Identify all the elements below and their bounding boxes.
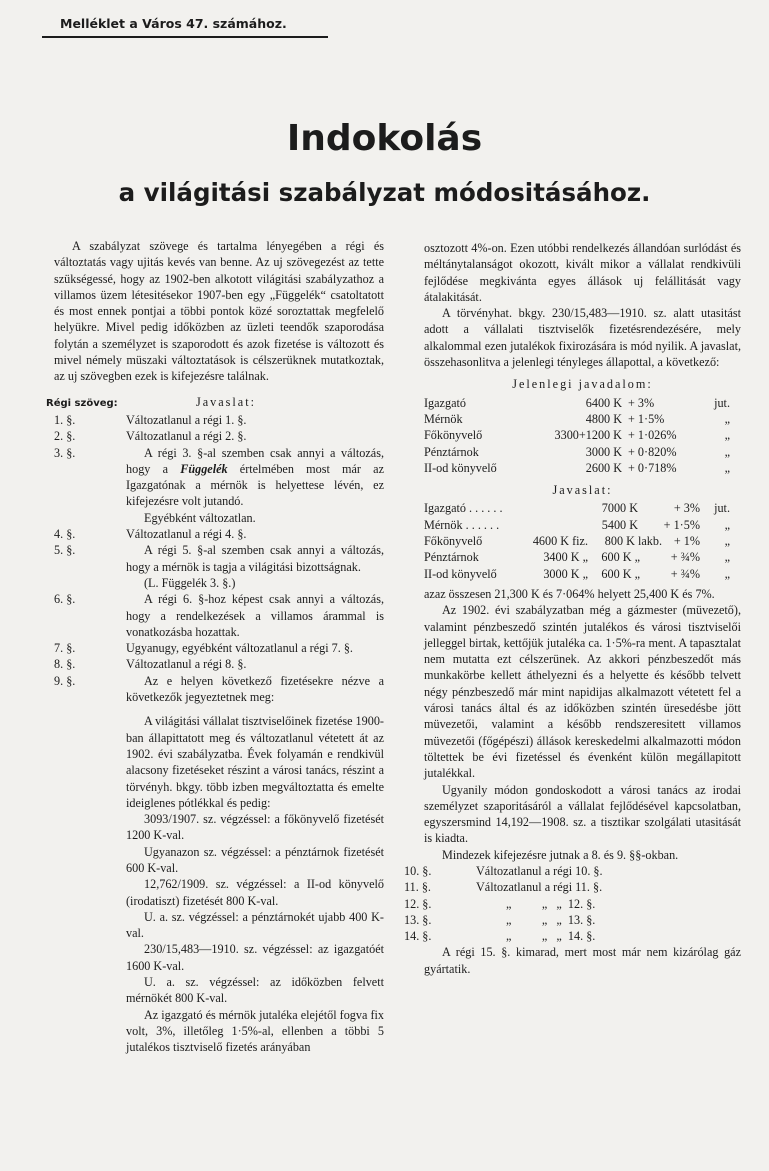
commission-paragraph: Az igazgató és mérnök jutaléka elejétől fogva fix volt, 3%, illetőleg 1·5%-al, ellenben a többi 5 jutalékos tisztviselő fizetés arányában bbox=[126, 1007, 384, 1055]
section-1: 1. §. Változatlanul a régi 1. §. bbox=[54, 412, 247, 427]
table-row: II-od könyvelő 3000 K „ 600 K „ + ¾% „ bbox=[424, 566, 730, 581]
table-row: II-od könyvelő 2600 K + 0·718% „ bbox=[424, 460, 730, 475]
table-row: Főkönyvelő 4600 K fiz. 800 K lakb. + 1% „ bbox=[424, 534, 730, 549]
section-3-extra: Egyébként változatlan. bbox=[144, 510, 256, 525]
salary-history-paragraph: A világitási vállalat tisztviselőinek fizetése 1900-ban állapittatott meg és változatlanul vétetett át az 1902. évi szabályzatba. Évek folyamán e rendkivül alacsony fizetéseket részint a városi tanács, részint a törvényh. bkgy. több izben megváltoztatta és emelte ideiglenes pótlékkal és pedig: bbox=[126, 714, 384, 810]
table-row: Pénztárnok 3400 K „ 600 K „ + ¾% „ bbox=[424, 550, 730, 565]
decree-5: 230/15,483—1910. sz. végzéssel: az igazgatóét 1600 K-val. bbox=[126, 942, 384, 973]
commission-continued: osztozott 4%-on. Ezen utóbbi rendelkezés állandóan surlódást és méltánytalanságot okozott, kivált mikor a vállalat rendkivüli fejlődése megkivánta egyes állások uj felállitását vagy átalakitását. bbox=[424, 241, 741, 304]
section-6-text: A régi 6. §-hoz képest csak annyi a változás, hogy a rendelkezések a villamos árammal is vonatkozásba hozattak. bbox=[126, 592, 384, 639]
proposal-label: Javaslat: bbox=[196, 394, 256, 409]
section-8: 8. §. Változatlanul a régi 8. §. bbox=[54, 657, 247, 672]
current-salary-table bbox=[424, 395, 741, 476]
section-5-text: A régi 5. §-al szemben csak annyi a változás, hogy a mérnök is tagja a világitási bizottságnak. bbox=[126, 543, 384, 574]
table-row: Mérnök 4800 K + 1·5% „ bbox=[424, 411, 730, 426]
table-row: Pénztárnok 3000 K + 0·820% „ bbox=[424, 444, 730, 459]
section-5: 5. §. bbox=[54, 543, 76, 558]
section-13: 13. §. „ „ „ 13. §. bbox=[404, 912, 596, 927]
appendix-header: Melléklet a Város 47. számához. bbox=[42, 12, 328, 38]
gas-master-paragraph: Az 1902. évi szabályzatban még a gázmester (müvezető), valamint pénzbeszedő szintén jutalékos és városi tisztviselői jelleggel birtak, kettőjük jutaléka ca. 1·5%-ra ment. A tapasztalat nem mutatta ezt célszerünek. Az akkori pénzbeszedőt más munkakörbe kellett áthelyezni és a helyette és később telvett négy pénzbeszedő már mint napidijas alkalmazott vétetett fel a városi tanács által és az időközben szintén üresedésbe jött müvezetői, valamint a később rendszeresitett villamos müvezetői (főgépészi) állások kereskedelmi alkalmazotti módon töltettek be évi fizetéssel és évenként külön megállapitott jutalékkal. bbox=[424, 603, 741, 781]
section-10: 10. §. Változatlanul a régi 10. §. bbox=[404, 863, 603, 878]
section-7: 7. §. Ugyanugy, egyébként változatlanul a régi 7. §. bbox=[54, 641, 353, 656]
section-3-text: A régi 3. §-al szemben csak annyi a változás, hogy a Függelék értelmében most már az Igazgatónak a mérnök is helyettese lévén, ez kifejezésre volt jutandó. bbox=[126, 445, 384, 509]
decree-2: Ugyanazon sz. végzéssel: a pénztárnok fizetését 600 K-val. bbox=[126, 844, 384, 875]
resolution-paragraph: A törvényhat. bkgy. 230/15,483—1910. sz. alatt utasitást adott a vállalati tisztviselők fizetésrendezésére, mely alkalommal ezen jutalékok fixirozására is mód nyilik. A javaslat, összehasonlitva a jelenlegi tényleges állapottal, a következő: bbox=[424, 306, 741, 370]
table-row: Igazgató . . . . . . 7000 K + 3% jut. bbox=[424, 501, 730, 516]
summary-paragraph: Mindezek kifejezésre jutnak a 8. és 9. §§-okban. bbox=[442, 847, 679, 862]
document-subtitle: a világitási szabályzat módositásához. bbox=[118, 178, 651, 207]
document-title: Indokolás bbox=[286, 118, 483, 159]
decree-3: 12,762/1909. sz. végzéssel: a II-od könyvelő (irodatiszt) fizetését 800 K-val. bbox=[126, 877, 384, 908]
section-6: 6. §. bbox=[54, 592, 76, 607]
section-12: 12. §. „ „ „ 12. §. bbox=[404, 896, 596, 911]
closing-paragraph: A régi 15. §. kimarad, mert most már nem kizárólag gáz gyártatik. bbox=[424, 945, 741, 976]
section-14: 14. §. „ „ „ 14. §. bbox=[404, 929, 596, 944]
table-row: Mérnök . . . . . . 5400 K + 1·5% „ bbox=[424, 517, 730, 532]
office-staff-paragraph: Ugyanily módon gondoskodott a városi tanács az irodai személyzet szaporitásáról a vállalat fejlődésével kapcsolatban, egyszersmind 14,192—1908. sz. a tisztikar szolgálati utasitását is kiadta. bbox=[424, 782, 741, 846]
section-9: 9. §. bbox=[54, 673, 76, 688]
appendix-ref: Függelék bbox=[180, 461, 228, 476]
old-text-label: Régi szöveg: bbox=[46, 397, 118, 409]
table-row: Igazgató 6400 K + 3% jut. bbox=[424, 395, 730, 410]
decree-4: U. a. sz. végzéssel: a pénztárnokét ujabb 400 K-val. bbox=[126, 909, 384, 941]
section-2: 2. §. Változatlanul a régi 2. §. bbox=[54, 429, 247, 444]
section-4: 4. §. Változatlanul a régi 4. §. bbox=[54, 527, 247, 542]
total-summary: azaz összesen 21,300 K és 7·064% helyett 25,400 K és 7%. bbox=[424, 586, 715, 601]
right-column bbox=[404, 240, 741, 977]
table-row: Főkönyvelő 3300+1200 K + 1·026% „ bbox=[424, 428, 730, 443]
section-5-extra: (L. Függelék 3. §.) bbox=[144, 575, 236, 590]
left-column bbox=[46, 238, 384, 1056]
proposal-heading: Javaslat: bbox=[552, 483, 613, 498]
section-9-text: Az e helyen következő fizetésekre nézve a következők jegyeztetnek meg: bbox=[126, 673, 384, 705]
decree-6: U. a. sz. végzéssel: az időközben felvett mérnökét 800 K-val. bbox=[126, 975, 384, 1006]
intro-paragraph: A szabályzat szövege és tartalma lényegében a régi és változtatás vagy ujitás kevés van benne. Az uj szövegezést az tette szükségessé, hogy az 1902-ben alkotott világitási szabályzathoz a villamos üzem létesitésekor 1907-ben egy „Függelék“ csatoltatott és most ennek pontjai a többi pontok közé soroztattak megfelelő helyükre. Mivel pedig időközben az üzleti teendők szaporodása folytán a személyzet is szaporodott és azok fizetése is változott és mivel némely müszaki változtatások is célszerüknek mutatkoztak, az uj szövegben ezek is kifejezésre találnak. bbox=[54, 239, 384, 384]
proposal-salary-table bbox=[424, 500, 741, 581]
current-salary-heading: Jelenlegi javadalom: bbox=[512, 377, 653, 392]
decree-1: 3093/1907. sz. végzéssel: a főkönyvelő fizetését 1200 K-val. bbox=[126, 812, 384, 843]
column-headings bbox=[46, 394, 384, 412]
section-3: 3. §. bbox=[54, 445, 76, 460]
section-11: 11. §. Változatlanul a régi 11. §. bbox=[404, 880, 603, 895]
